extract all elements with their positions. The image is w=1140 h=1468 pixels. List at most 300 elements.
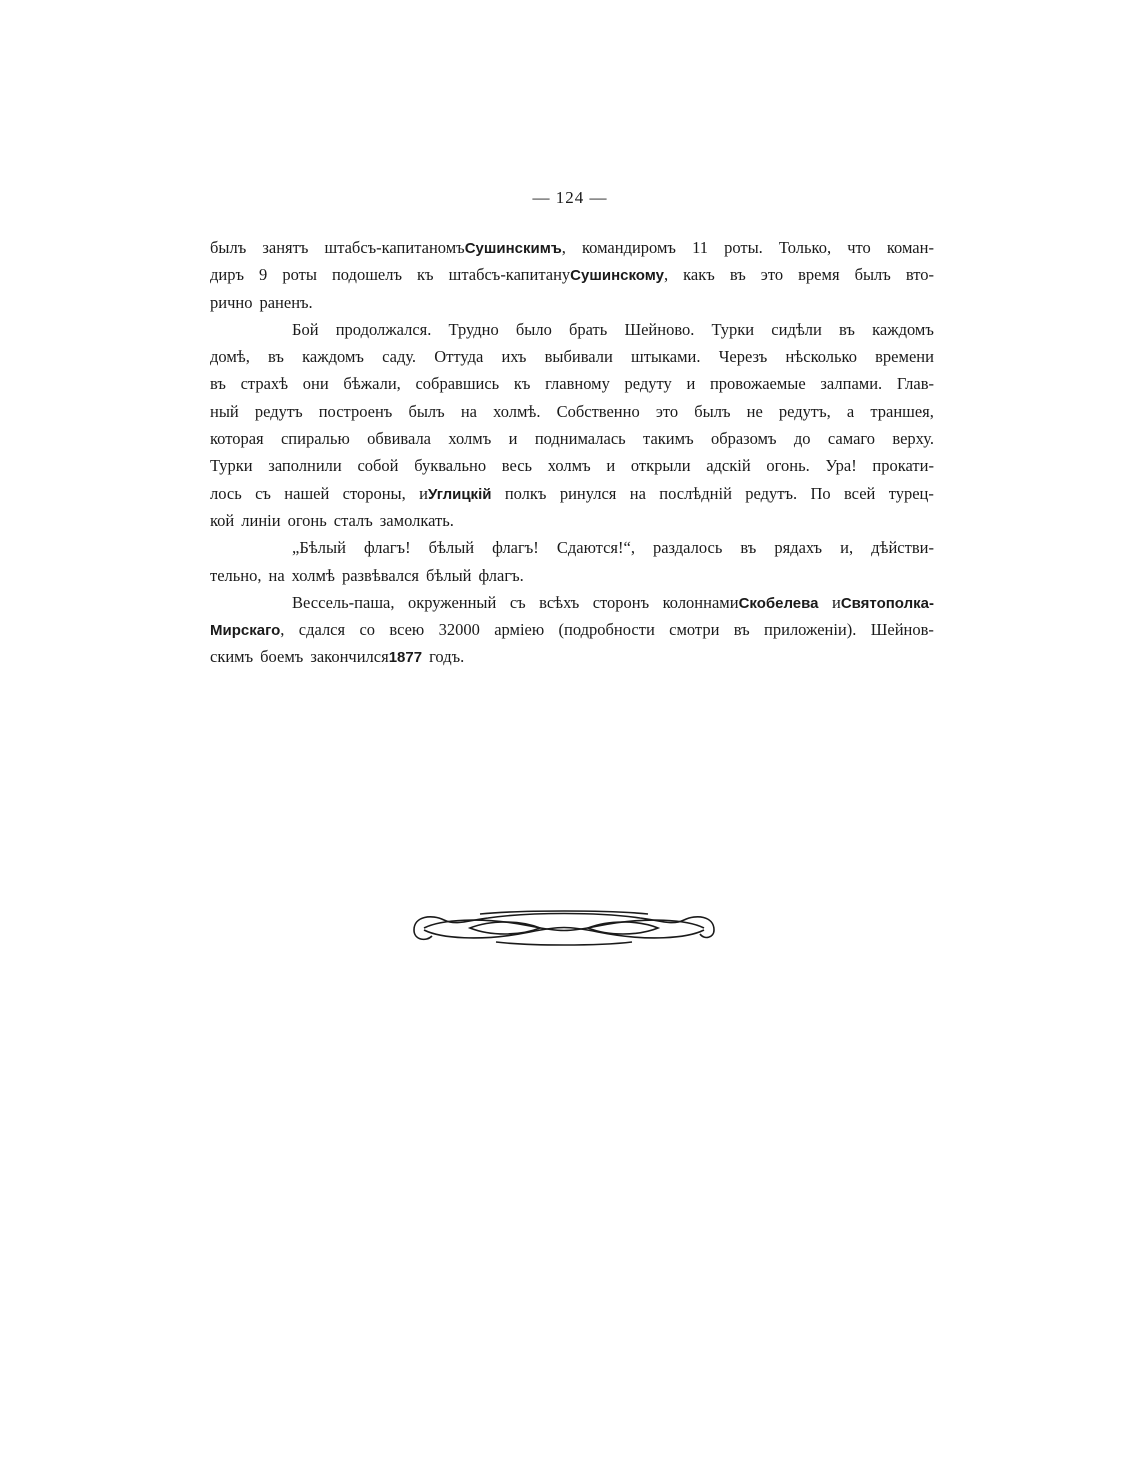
word — [774, 534, 822, 561]
text-fragment: не — [746, 401, 763, 421]
word — [557, 534, 635, 561]
text-fragment: Шейново. — [624, 319, 695, 339]
bold-text: Скобелева — [738, 594, 819, 612]
word — [426, 562, 472, 589]
text-fragment: редутъ. — [745, 483, 798, 503]
text-fragment: Глав- — [896, 374, 934, 394]
word — [832, 589, 934, 616]
text-fragment: на — [268, 565, 285, 585]
text-fragment: саду. — [382, 347, 417, 367]
text-fragment: траншея, — [870, 401, 934, 421]
word — [260, 643, 303, 670]
text-fragment: арміею — [494, 620, 545, 640]
text-fragment: всей — [843, 483, 876, 503]
word — [669, 616, 719, 643]
word — [324, 234, 565, 261]
text-fragment: такимъ — [643, 429, 694, 449]
word — [820, 370, 882, 397]
text-fragment: и, — [840, 538, 854, 558]
text-fragment: огонь. — [766, 456, 810, 476]
word — [255, 480, 271, 507]
text-fragment: полкъ — [504, 483, 547, 503]
word — [210, 452, 253, 479]
text-fragment: замолкать. — [379, 510, 454, 530]
text-line — [210, 643, 934, 670]
text-fragment: турец- — [888, 483, 934, 503]
text-fragment: и — [831, 592, 841, 612]
text-fragment: линіи — [241, 510, 281, 530]
word — [779, 398, 831, 425]
word — [359, 616, 375, 643]
text-fragment: подошелъ — [331, 265, 402, 285]
word — [357, 452, 398, 479]
text-fragment: въ — [268, 347, 284, 367]
text-fragment: прокати- — [872, 456, 934, 476]
word — [643, 425, 694, 452]
word — [764, 616, 856, 643]
word — [210, 289, 252, 316]
word — [284, 480, 329, 507]
decorative-scroll-ornament-icon — [410, 908, 718, 948]
text-fragment: Сдаются!“, — [556, 538, 635, 558]
word — [494, 616, 544, 643]
word — [389, 616, 424, 643]
text-fragment: флагъ! — [363, 538, 411, 558]
text-fragment: холмъ — [547, 456, 591, 476]
word — [745, 480, 797, 507]
word — [429, 643, 464, 670]
word — [840, 534, 853, 561]
bold-text: Мирскаго — [210, 622, 281, 640]
word — [262, 234, 308, 261]
word — [210, 261, 244, 288]
text-fragment: былъ — [210, 238, 247, 257]
text-fragment: занятъ — [262, 238, 309, 257]
text-fragment: и — [606, 456, 616, 476]
text-fragment: поднималась — [534, 429, 626, 449]
text-fragment: Турки — [711, 319, 755, 339]
bold-text: Углицкій — [427, 485, 492, 503]
word — [288, 507, 327, 534]
word — [694, 398, 730, 425]
word — [847, 398, 854, 425]
text-line — [210, 398, 934, 425]
word — [686, 370, 695, 397]
text-fragment: заполнили — [268, 456, 342, 476]
text-fragment: (подробности — [558, 620, 655, 640]
word — [429, 534, 475, 561]
word — [419, 480, 491, 507]
text-fragment: годъ. — [429, 647, 465, 667]
word — [380, 507, 454, 534]
text-fragment: Оттуда — [434, 347, 484, 367]
word — [510, 589, 526, 616]
text-line — [210, 589, 934, 616]
word — [210, 507, 234, 534]
word — [798, 261, 839, 288]
text-fragment: „Бѣлый — [292, 538, 346, 558]
word — [210, 398, 239, 425]
text-fragment: сторонъ — [592, 592, 650, 612]
word — [210, 425, 264, 452]
word — [479, 562, 524, 589]
text-fragment: каждомъ — [872, 319, 934, 339]
word — [408, 398, 444, 425]
text-fragment: Трудно — [448, 319, 499, 339]
word — [656, 398, 678, 425]
word — [408, 589, 496, 616]
word — [663, 589, 819, 616]
text-fragment: холмъ — [448, 429, 492, 449]
page-number: — 124 — — [532, 188, 608, 207]
text-fragment: холмѣ — [291, 565, 335, 585]
word — [766, 452, 809, 479]
text-fragment: до — [793, 429, 811, 449]
text-line — [210, 316, 934, 343]
text-fragment: 32000 — [438, 620, 480, 640]
text-fragment: закончился — [310, 647, 389, 667]
text-fragment: Только, — [778, 238, 832, 257]
text-fragment: а — [846, 401, 855, 421]
text-fragment: на — [629, 483, 646, 503]
text-fragment: къ — [417, 265, 434, 285]
word — [342, 562, 419, 589]
word — [557, 398, 640, 425]
text-fragment: , — [280, 620, 285, 640]
word — [624, 316, 694, 343]
text-fragment: каждомъ — [302, 347, 364, 367]
word — [434, 343, 483, 370]
text-fragment: вто- — [905, 265, 934, 285]
word — [870, 398, 934, 425]
word — [492, 534, 539, 561]
word — [906, 261, 934, 288]
text-fragment: флагъ. — [478, 565, 524, 585]
text-fragment: страхѣ — [240, 374, 289, 394]
text-fragment: рично — [210, 292, 253, 312]
text-fragment: сидѣли — [771, 319, 822, 339]
text-fragment: выбивали — [544, 347, 613, 367]
text-fragment: время — [798, 265, 840, 285]
word — [310, 643, 422, 670]
word — [210, 562, 262, 589]
word — [828, 425, 875, 452]
text-fragment: со — [359, 620, 376, 640]
text-fragment: въ — [210, 374, 226, 394]
word — [299, 616, 345, 643]
text-fragment: это — [655, 401, 679, 421]
text-fragment: и — [419, 483, 428, 503]
word — [625, 370, 672, 397]
word — [692, 234, 708, 261]
word — [332, 261, 402, 288]
word — [210, 616, 284, 643]
word — [343, 480, 406, 507]
word — [560, 480, 617, 507]
word — [505, 480, 547, 507]
text-fragment: боемъ — [260, 647, 304, 667]
text-fragment: на — [460, 401, 477, 421]
text-fragment: съ — [509, 592, 526, 612]
text-fragment: бѣлый — [425, 565, 472, 585]
word — [448, 425, 491, 452]
text-fragment: брать — [569, 319, 608, 339]
word — [509, 425, 518, 452]
text-fragment: скимъ — [210, 647, 254, 667]
text-fragment: нѣсколько — [785, 347, 857, 367]
text-fragment: роты. — [724, 238, 763, 257]
text-fragment: съ — [255, 483, 271, 503]
word — [897, 370, 934, 397]
word — [502, 452, 532, 479]
text-fragment: обвивала — [367, 429, 432, 449]
word — [210, 480, 242, 507]
word — [414, 452, 486, 479]
text-fragment: Шейнов- — [870, 620, 934, 640]
bold-text: 1877 — [388, 649, 423, 667]
word — [631, 343, 701, 370]
text-fragment: всею — [389, 620, 425, 640]
text-fragment: Черезъ — [718, 347, 768, 367]
text-fragment: сдался — [298, 620, 346, 640]
text-fragment: ихъ — [501, 347, 527, 367]
text-fragment: былъ — [408, 401, 445, 421]
text-fragment: былъ — [854, 265, 891, 285]
text-fragment: времени — [875, 347, 934, 367]
word — [259, 289, 312, 316]
text-fragment: Вессель-паша, — [292, 592, 395, 612]
bold-text: Святополка- — [840, 594, 934, 612]
word — [367, 425, 431, 452]
word — [382, 343, 416, 370]
word — [415, 370, 499, 397]
word — [559, 616, 655, 643]
text-fragment: послѣдній — [659, 483, 732, 503]
text-fragment: штабсъ-капитаномъ — [324, 238, 465, 257]
word — [659, 480, 732, 507]
word — [593, 589, 649, 616]
word — [292, 534, 346, 561]
text-fragment: образомъ — [710, 429, 777, 449]
word — [210, 234, 246, 261]
text-fragment: 11 — [692, 238, 708, 257]
word — [872, 316, 934, 343]
text-fragment: раздалось — [652, 538, 723, 558]
word — [844, 480, 875, 507]
text-fragment: Турки — [210, 456, 253, 476]
text-fragment: домѣ, — [210, 347, 250, 367]
text-fragment: открыли — [630, 456, 691, 476]
text-fragment: Ура! — [825, 456, 857, 476]
text-fragment: редуту — [624, 374, 672, 394]
word — [516, 316, 552, 343]
word — [268, 343, 284, 370]
text-fragment: было — [515, 319, 552, 339]
text-fragment: штабсъ-капитану — [448, 265, 571, 285]
text-fragment: построенъ — [318, 401, 393, 421]
text-fragment: развѣвался — [341, 565, 419, 585]
text-fragment: приложеніи). — [764, 620, 857, 640]
word — [606, 452, 615, 479]
body-text — [210, 234, 934, 671]
text-fragment: и — [686, 374, 696, 394]
text-fragment: былъ — [694, 401, 731, 421]
text-fragment: , — [664, 265, 669, 285]
word — [210, 370, 226, 397]
text-fragment: собой — [357, 456, 399, 476]
word — [719, 343, 768, 370]
word — [631, 452, 691, 479]
text-line — [210, 370, 934, 397]
text-fragment: роты — [282, 265, 317, 285]
word — [461, 398, 477, 425]
text-fragment: всѣхъ — [539, 592, 580, 612]
text-fragment: что — [847, 238, 871, 257]
text-fragment: штыками. — [631, 347, 701, 367]
word — [259, 261, 267, 288]
text-fragment: Бой — [292, 319, 319, 339]
word — [241, 507, 280, 534]
word — [887, 234, 934, 261]
text-fragment: ный — [210, 401, 239, 421]
text-fragment: бѣжали, — [343, 374, 401, 394]
word — [364, 534, 411, 561]
word — [449, 261, 669, 288]
word — [653, 534, 722, 561]
text-fragment: окруженный — [407, 592, 497, 612]
word — [292, 316, 319, 343]
text-fragment: залпами. — [820, 374, 883, 394]
word — [630, 480, 646, 507]
word — [872, 452, 934, 479]
word — [889, 480, 934, 507]
text-fragment: ринулся — [559, 483, 617, 503]
text-fragment: самаго — [827, 429, 876, 449]
word — [336, 316, 432, 343]
text-line — [210, 562, 934, 589]
text-fragment: бѣлый — [428, 538, 475, 558]
bold-text: Сушинскимъ — [464, 240, 562, 257]
text-fragment: это — [760, 265, 784, 285]
word — [706, 452, 750, 479]
word — [875, 343, 934, 370]
text-fragment: провожаемые — [709, 374, 806, 394]
word — [269, 562, 285, 589]
word — [282, 261, 317, 288]
text-fragment: и — [508, 429, 518, 449]
word — [501, 343, 526, 370]
word — [548, 452, 591, 479]
word — [779, 234, 831, 261]
text-fragment: главному — [545, 374, 610, 394]
word — [734, 616, 750, 643]
word — [319, 398, 393, 425]
word — [210, 643, 253, 670]
text-line — [210, 289, 934, 316]
word — [343, 370, 400, 397]
word — [292, 562, 335, 589]
bold-text: Сушинскому — [570, 267, 664, 285]
text-fragment: огонь — [287, 510, 327, 530]
word — [569, 316, 607, 343]
word — [417, 261, 434, 288]
word — [545, 343, 613, 370]
word — [439, 616, 480, 643]
word — [210, 343, 250, 370]
text-fragment: верху. — [892, 429, 934, 449]
word — [825, 452, 856, 479]
word — [730, 261, 746, 288]
text-fragment: нашей — [284, 483, 330, 503]
word — [545, 370, 610, 397]
word — [855, 261, 891, 288]
text-fragment: они — [302, 374, 329, 394]
word — [761, 261, 783, 288]
text-fragment: диръ — [210, 265, 245, 285]
word — [871, 534, 934, 561]
text-fragment: колоннами — [662, 592, 739, 612]
text-fragment: буквально — [414, 456, 487, 476]
word — [771, 316, 822, 343]
text-fragment: рядахъ — [774, 538, 823, 558]
text-fragment: которая — [210, 429, 264, 449]
text-line — [210, 480, 934, 507]
text-fragment: въ — [729, 265, 746, 285]
word — [493, 398, 540, 425]
text-line — [210, 234, 934, 261]
text-fragment: , — [561, 238, 566, 257]
word — [711, 425, 777, 452]
text-line — [210, 425, 934, 452]
text-fragment: коман- — [886, 238, 934, 257]
text-fragment: въ — [839, 319, 855, 339]
text-fragment: холмѣ. — [493, 401, 541, 421]
text-fragment: Собственно — [556, 401, 640, 421]
word — [334, 507, 373, 534]
text-fragment: адскій — [706, 456, 751, 476]
word — [582, 234, 676, 261]
text-line — [210, 261, 934, 288]
text-fragment: весь — [501, 456, 533, 476]
text-fragment: продолжался. — [335, 319, 432, 339]
text-fragment: флагъ! — [492, 538, 539, 558]
word — [535, 425, 626, 452]
text-fragment: редутъ — [254, 401, 303, 421]
text-line — [210, 534, 934, 561]
text-fragment: раненъ. — [259, 292, 313, 312]
word — [892, 425, 934, 452]
text-fragment: командиромъ — [581, 238, 676, 257]
text-line — [210, 452, 934, 479]
word — [302, 343, 364, 370]
text-fragment: въ — [740, 538, 757, 558]
text-fragment: 9 — [259, 265, 268, 285]
word — [241, 370, 289, 397]
text-fragment: спиралью — [280, 429, 350, 449]
word — [514, 370, 531, 397]
text-fragment: къ — [513, 374, 531, 394]
word — [871, 616, 934, 643]
text-fragment: стороны, — [342, 483, 406, 503]
text-fragment: По — [810, 483, 831, 503]
text-fragment: въ — [733, 620, 750, 640]
word — [281, 425, 350, 452]
text-fragment: редутъ, — [778, 401, 831, 421]
text-fragment: сталъ — [333, 510, 373, 530]
word — [839, 316, 855, 343]
text-fragment: смотри — [669, 620, 720, 640]
text-fragment: кой — [210, 510, 235, 530]
